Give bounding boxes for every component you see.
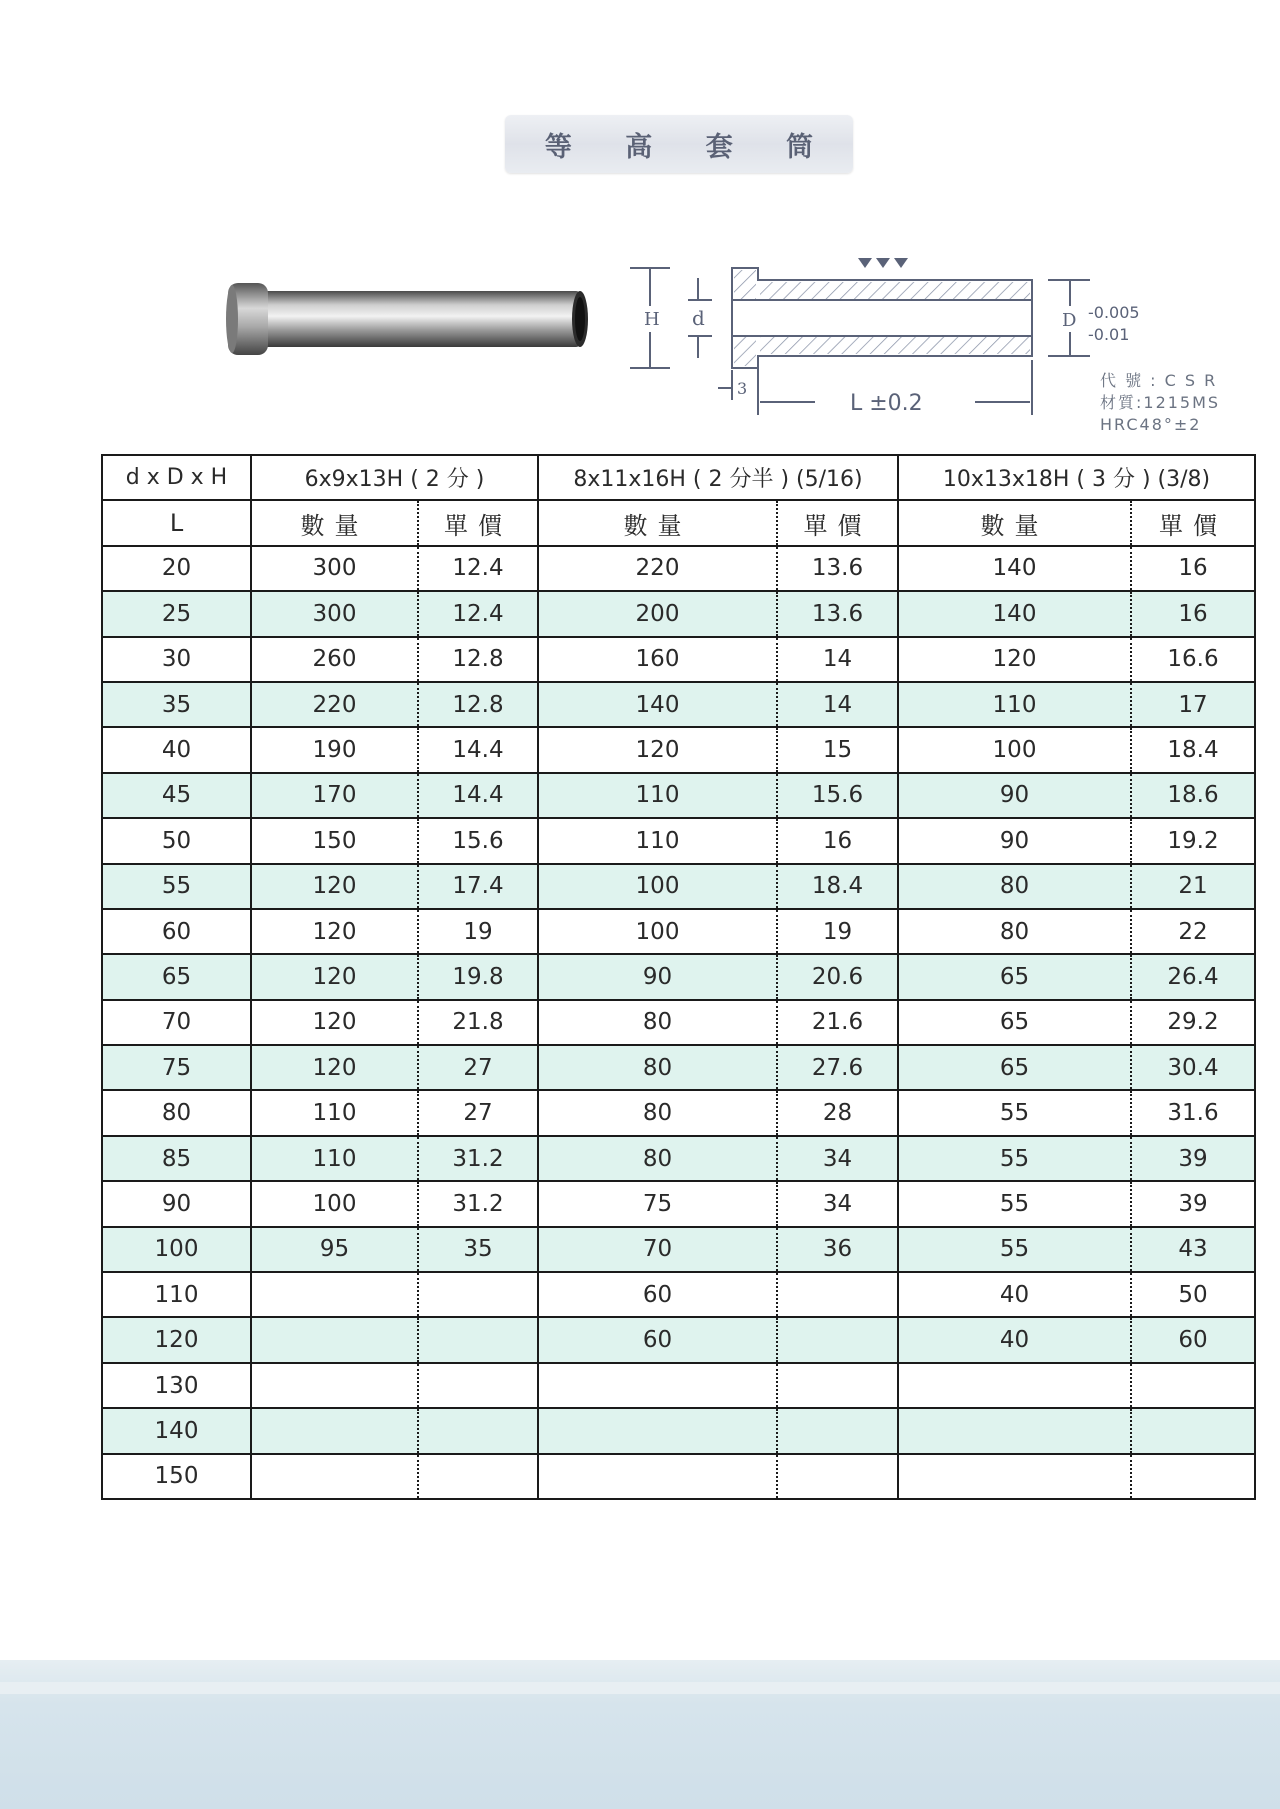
price-cell: 22	[1131, 909, 1255, 954]
qty-cell: 90	[898, 773, 1131, 818]
table-row	[102, 1272, 1255, 1317]
table-row	[102, 1000, 1255, 1045]
price-cell: 27	[418, 1045, 538, 1090]
qty-cell: 120	[251, 954, 418, 999]
length-cell: 60	[102, 909, 251, 954]
price-cell: 14	[777, 682, 898, 727]
table-row	[102, 1363, 1255, 1408]
price-cell	[777, 1363, 898, 1408]
qty-cell: 65	[898, 954, 1131, 999]
price-cell: 21.8	[418, 1000, 538, 1045]
price-cell	[777, 1272, 898, 1317]
spec-block	[1100, 370, 1220, 436]
qty-cell: 80	[538, 1045, 777, 1090]
price-cell: 28	[777, 1090, 898, 1135]
table-row	[102, 954, 1255, 999]
qty-cell: 300	[251, 591, 418, 636]
price-cell	[777, 1317, 898, 1362]
qty-cell	[251, 1454, 418, 1499]
qty-cell: 55	[898, 1136, 1131, 1181]
length-cell: 120	[102, 1317, 251, 1362]
length-cell: 70	[102, 1000, 251, 1045]
price-cell: 14.4	[418, 773, 538, 818]
qty-cell: 110	[251, 1090, 418, 1135]
qty-cell: 120	[251, 909, 418, 954]
qty-cell: 190	[251, 727, 418, 772]
price-cell: 35	[418, 1227, 538, 1272]
length-cell: 100	[102, 1227, 251, 1272]
column-header-row	[102, 500, 1255, 545]
price-cell: 19.2	[1131, 818, 1255, 863]
price-cell: 18.4	[777, 864, 898, 909]
corner-bottom: L	[102, 500, 251, 545]
length-cell: 20	[102, 546, 251, 591]
table-row	[102, 1408, 1255, 1453]
price-cell: 14	[777, 637, 898, 682]
price-cell	[777, 1408, 898, 1453]
page-title: 等 高 套 筒	[544, 131, 836, 163]
spec-code: 代 號 : C S R	[1100, 371, 1218, 390]
table-row	[102, 546, 1255, 591]
price-cell: 21.6	[777, 1000, 898, 1045]
qty-cell	[538, 1363, 777, 1408]
length-cell: 85	[102, 1136, 251, 1181]
price-cell	[418, 1408, 538, 1453]
qty-cell: 110	[898, 682, 1131, 727]
qty-cell: 100	[538, 864, 777, 909]
price-cell: 18.4	[1131, 727, 1255, 772]
table-row	[102, 1227, 1255, 1272]
spec-hardness: HRC48°±2	[1100, 415, 1202, 434]
table-row	[102, 591, 1255, 636]
qty-cell: 70	[538, 1227, 777, 1272]
qty-cell	[251, 1408, 418, 1453]
group-header: 10x13x18H ( 3 分 ) (3/8)	[898, 455, 1255, 500]
qty-cell: 120	[251, 1045, 418, 1090]
spec-material: 材質:1215MS	[1100, 393, 1221, 412]
qty-cell: 160	[538, 637, 777, 682]
price-cell: 31.2	[418, 1181, 538, 1226]
qty-cell: 80	[538, 1136, 777, 1181]
length-cell: 45	[102, 773, 251, 818]
qty-cell	[898, 1363, 1131, 1408]
qty-cell: 170	[251, 773, 418, 818]
length-cell: 150	[102, 1454, 251, 1499]
price-cell: 27.6	[777, 1045, 898, 1090]
price-cell: 17	[1131, 682, 1255, 727]
qty-cell: 200	[538, 591, 777, 636]
length-cell: 30	[102, 637, 251, 682]
table-row	[102, 1045, 1255, 1090]
price-cell: 13.6	[777, 591, 898, 636]
qty-cell: 120	[898, 637, 1131, 682]
price-cell	[418, 1272, 538, 1317]
table-row	[102, 1136, 1255, 1181]
qty-cell: 80	[898, 909, 1131, 954]
price-cell	[418, 1454, 538, 1499]
length-cell: 35	[102, 682, 251, 727]
length-cell: 65	[102, 954, 251, 999]
price-cell: 12.8	[418, 637, 538, 682]
qty-cell: 120	[251, 1000, 418, 1045]
table-row	[102, 909, 1255, 954]
qty-cell: 150	[251, 818, 418, 863]
price-cell: 27	[418, 1090, 538, 1135]
qty-cell	[898, 1454, 1131, 1499]
qty-cell: 110	[251, 1136, 418, 1181]
table-row	[102, 1454, 1255, 1499]
qty-cell: 140	[898, 546, 1131, 591]
qty-cell: 120	[538, 727, 777, 772]
price-cell	[418, 1363, 538, 1408]
d-label: d	[692, 306, 705, 330]
price-cell: 18.6	[1131, 773, 1255, 818]
qty-cell: 100	[538, 909, 777, 954]
price-cell: 15	[777, 727, 898, 772]
head-dim: 3	[737, 379, 748, 398]
price-cell: 13.6	[777, 546, 898, 591]
price-cell: 16	[1131, 546, 1255, 591]
price-cell: 50	[1131, 1272, 1255, 1317]
length-cell: 110	[102, 1272, 251, 1317]
group-header-row	[102, 455, 1255, 500]
price-cell: 17.4	[418, 864, 538, 909]
table-row	[102, 727, 1255, 772]
price-header: 單價	[418, 500, 538, 545]
price-cell: 43	[1131, 1227, 1255, 1272]
length-cell: 55	[102, 864, 251, 909]
length-cell: 40	[102, 727, 251, 772]
price-cell: 36	[777, 1227, 898, 1272]
qty-cell: 55	[898, 1227, 1131, 1272]
qty-cell: 90	[898, 818, 1131, 863]
qty-header: 數量	[538, 500, 777, 545]
table-row	[102, 864, 1255, 909]
qty-cell: 40	[898, 1317, 1131, 1362]
qty-cell: 140	[898, 591, 1131, 636]
price-cell: 16	[1131, 591, 1255, 636]
qty-cell: 300	[251, 546, 418, 591]
qty-cell: 100	[898, 727, 1131, 772]
qty-cell: 110	[538, 818, 777, 863]
h-label: H	[644, 309, 660, 330]
price-cell: 16.6	[1131, 637, 1255, 682]
qty-cell: 95	[251, 1227, 418, 1272]
price-cell: 12.8	[418, 682, 538, 727]
price-cell: 39	[1131, 1181, 1255, 1226]
table-row	[102, 1317, 1255, 1362]
qty-cell: 60	[538, 1317, 777, 1362]
qty-cell	[538, 1454, 777, 1499]
price-cell	[1131, 1408, 1255, 1453]
length-cell: 140	[102, 1408, 251, 1453]
table-row	[102, 773, 1255, 818]
qty-cell: 120	[251, 864, 418, 909]
price-cell: 29.2	[1131, 1000, 1255, 1045]
qty-cell: 65	[898, 1000, 1131, 1045]
qty-cell: 60	[538, 1272, 777, 1317]
table-row	[102, 682, 1255, 727]
qty-cell	[251, 1317, 418, 1362]
table-row	[102, 1090, 1255, 1135]
qty-cell: 40	[898, 1272, 1131, 1317]
product-photo	[220, 275, 600, 365]
table-row	[102, 1181, 1255, 1226]
price-cell	[1131, 1363, 1255, 1408]
qty-cell: 55	[898, 1181, 1131, 1226]
length-cell: 130	[102, 1363, 251, 1408]
qty-header: 數量	[898, 500, 1131, 545]
price-cell: 30.4	[1131, 1045, 1255, 1090]
price-cell: 19.8	[418, 954, 538, 999]
price-cell: 26.4	[1131, 954, 1255, 999]
price-table	[101, 454, 1256, 1500]
price-cell	[1131, 1454, 1255, 1499]
qty-cell	[538, 1408, 777, 1453]
footer-band	[0, 1660, 1280, 1809]
qty-cell: 65	[898, 1045, 1131, 1090]
price-cell	[777, 1454, 898, 1499]
qty-cell: 140	[538, 682, 777, 727]
length-label: L ±0.2	[850, 391, 923, 416]
footer-stripe	[0, 1682, 1280, 1694]
table-row	[102, 818, 1255, 863]
qty-cell	[251, 1272, 418, 1317]
D-label: D	[1062, 310, 1077, 331]
qty-cell: 90	[538, 954, 777, 999]
price-cell: 39	[1131, 1136, 1255, 1181]
tolerance-lower: -0.01	[1088, 325, 1130, 344]
price-cell: 14.4	[418, 727, 538, 772]
price-cell	[418, 1317, 538, 1362]
qty-cell: 80	[538, 1000, 777, 1045]
price-cell: 31.2	[418, 1136, 538, 1181]
qty-cell: 80	[538, 1090, 777, 1135]
technical-drawing	[620, 250, 1180, 440]
table-row	[102, 637, 1255, 682]
price-cell: 12.4	[418, 591, 538, 636]
price-cell: 21	[1131, 864, 1255, 909]
qty-cell: 80	[898, 864, 1131, 909]
price-header: 單價	[1131, 500, 1255, 545]
price-cell: 34	[777, 1181, 898, 1226]
price-cell: 31.6	[1131, 1090, 1255, 1135]
price-cell: 19	[418, 909, 538, 954]
price-cell: 19	[777, 909, 898, 954]
qty-cell	[251, 1363, 418, 1408]
price-cell: 15.6	[418, 818, 538, 863]
price-cell: 34	[777, 1136, 898, 1181]
price-header: 單價	[777, 500, 898, 545]
length-cell: 80	[102, 1090, 251, 1135]
length-cell: 90	[102, 1181, 251, 1226]
qty-cell: 75	[538, 1181, 777, 1226]
price-cell: 16	[777, 818, 898, 863]
price-cell: 12.4	[418, 546, 538, 591]
qty-cell: 110	[538, 773, 777, 818]
length-cell: 25	[102, 591, 251, 636]
group-header: 6x9x13H ( 2 分 )	[251, 455, 538, 500]
qty-header: 數量	[251, 500, 418, 545]
qty-cell	[898, 1408, 1131, 1453]
price-cell: 20.6	[777, 954, 898, 999]
title-banner	[505, 115, 853, 173]
corner-top: d x D x H	[102, 455, 251, 500]
price-cell: 15.6	[777, 773, 898, 818]
price-cell: 60	[1131, 1317, 1255, 1362]
tolerance-upper: -0.005	[1088, 303, 1140, 322]
qty-cell: 100	[251, 1181, 418, 1226]
qty-cell: 220	[251, 682, 418, 727]
length-cell: 50	[102, 818, 251, 863]
qty-cell: 55	[898, 1090, 1131, 1135]
qty-cell: 220	[538, 546, 777, 591]
group-header: 8x11x16H ( 2 分半 ) (5/16)	[538, 455, 898, 500]
length-cell: 75	[102, 1045, 251, 1090]
qty-cell: 260	[251, 637, 418, 682]
